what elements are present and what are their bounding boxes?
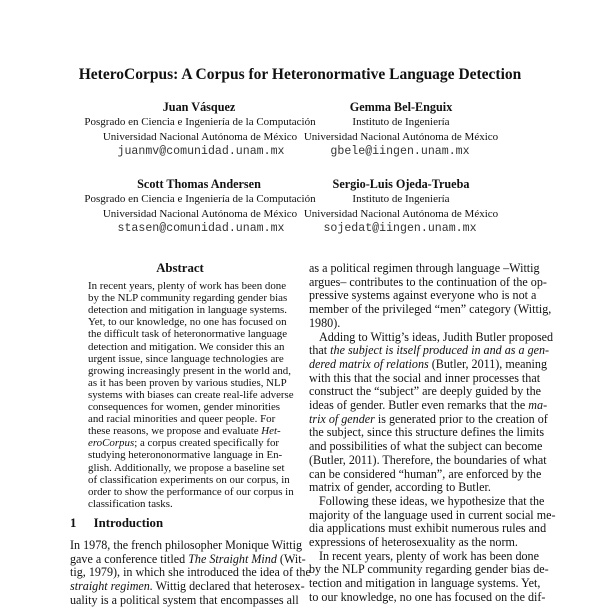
text-segment: (Butler, 2011). Therefore, the boundaries of what: [309, 452, 547, 467]
text-line: [309, 317, 531, 331]
text-line: [88, 401, 281, 413]
text-line: [309, 562, 549, 577]
text-line: [309, 493, 545, 509]
text-line: [70, 592, 299, 608]
text-segment: these reasons, we propose and evaluate: [88, 425, 262, 438]
text-segment: the difficult task of heteronormative language: [88, 328, 288, 341]
text-line: [88, 376, 287, 389]
text-segment: matrix of gender, according to Butler.: [309, 480, 491, 495]
text-line: [309, 589, 546, 605]
text-line: [88, 449, 283, 462]
italic-text: trix of gender: [309, 411, 375, 426]
text-segment: consequences for women, gender minorities: [88, 401, 281, 413]
section-title: Introduction: [93, 516, 164, 530]
text-line: [70, 551, 306, 567]
text-line: [88, 304, 288, 317]
section-heading: [70, 516, 163, 531]
text-line: [309, 329, 554, 345]
author-email[interactable]: stasen@comunidad.unam.mx: [117, 222, 285, 235]
text-line: [309, 425, 545, 440]
section-number: 1: [70, 516, 77, 530]
text-segment: ideas of gender. Butler even remarks that the: [309, 398, 529, 412]
italic-text: Het-: [261, 425, 281, 438]
text-segment: gave a conference titled: [70, 551, 189, 566]
author-affiliation: Universidad Nacional Autónoma de México: [303, 131, 499, 143]
text-line: [88, 364, 291, 377]
text-line: [309, 507, 556, 523]
text-segment: as a political regimen through language –Wittig: [309, 261, 540, 275]
text-segment: by the NLP community regarding gender bias de-: [309, 562, 549, 577]
text-line: [88, 292, 288, 305]
text-line: [88, 473, 290, 486]
text-segment: uality is a political system that encompasses all: [70, 592, 299, 607]
italic-text: the subject is itself produced in and as a gen-: [330, 343, 550, 358]
text-line: [70, 565, 311, 580]
text-segment: In 1978, the french philosopher Monique Wittig: [70, 538, 303, 552]
text-segment: argues– contributes to the continuation of the op-: [309, 274, 547, 289]
text-line: [309, 481, 531, 495]
text-segment: and racial minorities and queer people. For: [88, 413, 276, 426]
text-segment: detection and mitigation in language systems.: [88, 304, 288, 317]
text-line: [309, 576, 541, 591]
author-name: Juan Vásquez: [162, 100, 236, 114]
text-segment: with this that the social and inner processes that: [309, 370, 541, 385]
text-line: [88, 461, 285, 474]
text-segment: and possibilities of what the subject can become: [309, 439, 543, 454]
author-name: Scott Thomas Andersen: [137, 177, 261, 191]
text-line: [88, 498, 272, 510]
text-line: [88, 413, 276, 426]
italic-text: eroCorpus: [88, 437, 135, 450]
text-segment: by the NLP community regarding gender bias: [88, 292, 288, 305]
author-affiliation: Instituto de Ingeniería: [352, 116, 450, 128]
text-segment: can be considered “human”, are enforced by the: [309, 466, 542, 481]
text-segment: 1980).: [309, 315, 341, 330]
text-segment: order to show the performance of our corpus in: [88, 485, 294, 498]
author-affiliation: Posgrado en Ciencia e Ingeniería de la Computación: [84, 193, 316, 205]
italic-text: dered matrix of relations: [309, 356, 429, 371]
text-segment: of classification experiments on our corpus, in: [88, 473, 290, 486]
text-segment: Wittig declared that heterosex-: [152, 579, 305, 594]
text-segment: In recent years, plenty of work has been done: [88, 280, 287, 292]
text-line: [88, 437, 280, 450]
text-segment: construct the “subject” are deeply guided by the: [309, 384, 542, 399]
text-segment: the subject, since this structure defines the limits: [309, 425, 545, 440]
text-line: [88, 485, 294, 498]
text-segment: In recent years, plenty of work has been done: [319, 548, 539, 563]
author-email[interactable]: gbele@iingen.unam.mx: [330, 145, 470, 158]
text-line: [309, 288, 537, 303]
text-segment: majority of the language used in current social me-: [309, 507, 556, 522]
text-segment: (Wit-: [276, 551, 306, 566]
text-line: [309, 439, 543, 454]
text-line: [309, 452, 547, 468]
author-affiliation: Universidad Nacional Autónoma de México: [102, 131, 298, 143]
text-line: [309, 356, 548, 372]
text-segment: that: [309, 343, 331, 358]
text-line: [309, 302, 552, 317]
text-line: [88, 280, 287, 292]
text-segment: is generated prior to the creation of: [374, 411, 548, 426]
author-affiliation: Universidad Nacional Autónoma de México: [102, 208, 298, 220]
text-line: [309, 548, 539, 564]
italic-text: ma-: [528, 398, 548, 412]
text-segment: (Butler, 2011), meaning: [428, 356, 548, 371]
italic-text: straight regimen.: [70, 579, 153, 594]
text-line: [88, 328, 288, 341]
text-line: [70, 538, 303, 553]
text-segment: urgent issue, since language technologies are: [88, 352, 284, 365]
text-line: [309, 261, 540, 276]
text-segment: expressions of heterosexuality as the norm.: [309, 535, 518, 549]
text-segment: growing increasingly present in the world and,: [88, 364, 291, 377]
text-line: [88, 388, 294, 401]
text-segment: Yet, to our knowledge, no one has focused on: [88, 316, 287, 329]
text-line: [309, 370, 541, 386]
text-segment: as it has been proven by various studies, NLP: [88, 376, 287, 389]
text-line: [309, 398, 548, 413]
text-line: [88, 340, 285, 353]
author-email[interactable]: sojedat@iingen.unam.mx: [323, 222, 477, 235]
text-segment: member of the privileged “men” category (Wittig,: [309, 302, 552, 317]
author-affiliation: Posgrado en Ciencia e Ingeniería de la Computación: [84, 116, 316, 128]
text-segment: Following these ideas, we hypothesize that the: [319, 493, 545, 508]
author-name: Gemma Bel-Enguix: [349, 100, 453, 114]
text-line: [88, 425, 281, 438]
text-segment: studying heterononormative language in En-: [88, 449, 283, 462]
paper-title: HeteroCorpus: A Corpus for Heteronormative Language Detection: [78, 66, 522, 83]
italic-text: The Straight Mind: [188, 551, 277, 566]
text-line: [88, 316, 287, 329]
text-line: [309, 274, 547, 290]
text-line: [309, 521, 547, 536]
text-line: [309, 343, 550, 358]
text-line: [309, 466, 542, 482]
author-affiliation: Instituto de Ingeniería: [352, 193, 450, 205]
text-segment: dia applications must exhibit numerous rules and: [309, 521, 547, 536]
text-segment: glish. Additionally, we propose a baseline set: [88, 461, 285, 474]
text-line: [70, 579, 305, 594]
text-segment: pressive systems against everyone who is not a: [309, 288, 537, 303]
text-segment: to our knowledge, no one has focused on the dif-: [309, 589, 546, 604]
text-segment: tection and mitigation in language systems. Yet,: [309, 576, 541, 591]
text-line: [88, 352, 284, 365]
text-segment: ; a corpus created specifically for: [134, 437, 280, 450]
text-line: [309, 536, 531, 550]
abstract-heading: Abstract: [156, 261, 204, 275]
text-segment: systems with biases can create real-life adverse: [88, 388, 294, 401]
text-segment: detection and mitigation. We consider this an: [88, 340, 285, 353]
author-email[interactable]: juanmv@comunidad.unam.mx: [117, 145, 285, 158]
author-affiliation: Universidad Nacional Autónoma de México: [303, 208, 499, 220]
text-line: [309, 411, 548, 427]
author-name: Sergio-Luis Ojeda-Trueba: [332, 177, 470, 191]
text-segment: classification tasks.: [88, 497, 173, 510]
text-segment: tig, 1979), in which she introduced the idea of the: [70, 565, 311, 580]
text-line: [309, 384, 542, 399]
text-segment: Adding to Wittig’s ideas, Judith Butler proposed: [319, 329, 554, 344]
